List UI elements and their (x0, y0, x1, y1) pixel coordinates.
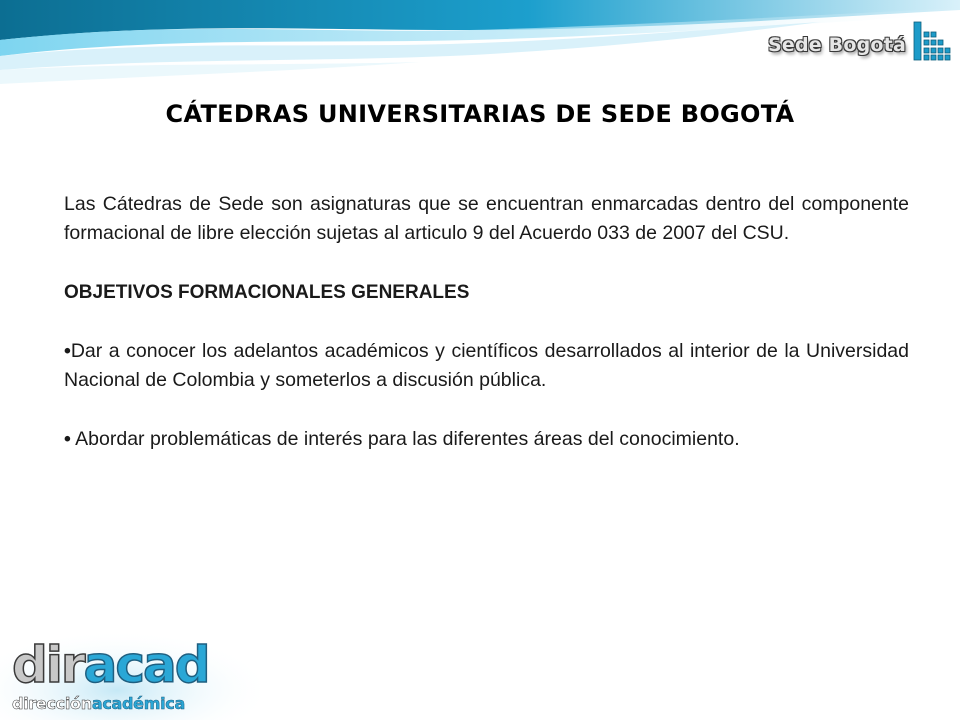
intro-paragraph: Las Cátedras de Sede son asignaturas que se encuentran enmarcadas dentro del componente formacional de libre elección sujetas al articulo 9 del Acuerdo 033 de 2007 del CSU. (64, 193, 909, 244)
diracad-logo (12, 636, 209, 694)
bullet-item (64, 337, 909, 395)
bullet-text: Dar a conocer los adelantos académicos y científicos desarrollados al interior de la Universidad Nacional de Colombia y someterlos a discusión pública. (64, 340, 909, 391)
diracad-logo-part1: dir (12, 636, 84, 694)
slide-title: CÁTEDRAS UNIVERSITARIAS DE SEDE BOGOTÁ (165, 100, 795, 128)
objectives-heading: OBJETIVOS FORMACIONALES GENERALES (64, 282, 470, 303)
tagline-part2: académica (91, 694, 185, 713)
bullet-item (64, 425, 909, 454)
slide-body (64, 190, 909, 484)
un-logo-icon (912, 20, 954, 64)
diracad-logo-part2: acad (83, 636, 209, 694)
tagline-part1: dirección (12, 694, 92, 713)
campus-label: Sede Bogotá (768, 34, 906, 56)
diracad-tagline (12, 694, 185, 713)
bullet-text: Abordar problemáticas de interés para las diferentes áreas del conocimiento. (70, 428, 740, 450)
bullet-marker: • (64, 340, 71, 362)
bullet-marker: • (64, 428, 71, 450)
